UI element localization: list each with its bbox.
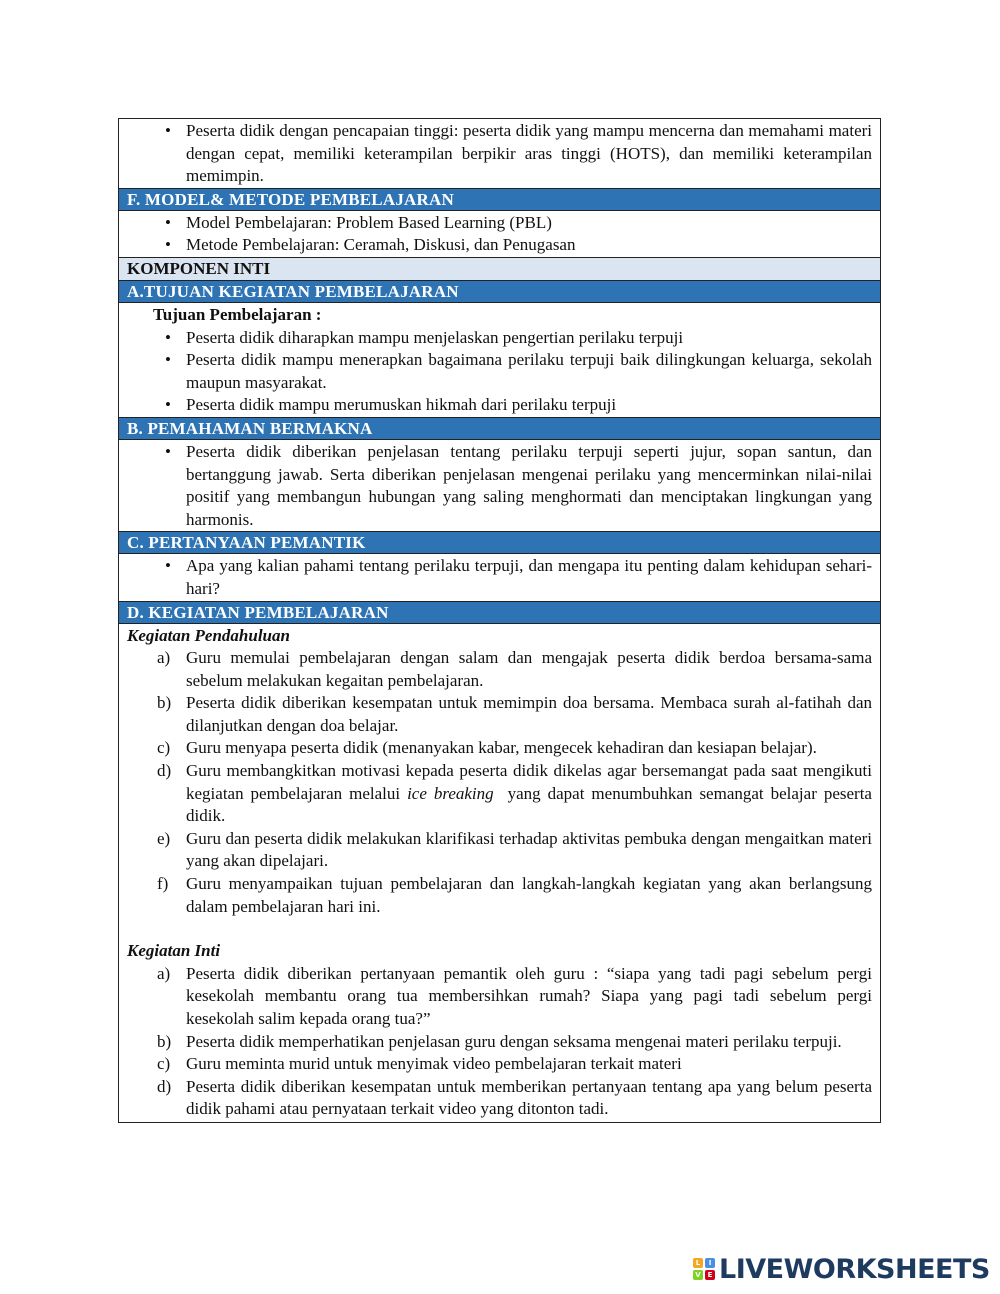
bullet-icon: • xyxy=(165,212,171,232)
list-item xyxy=(127,441,872,531)
bullet-icon: • xyxy=(165,441,171,461)
item-text: Peserta didik diharapkan mampu menjelaskan pengertian perilaku terpuji xyxy=(186,327,684,347)
item-text: Metode Pembelajaran: Ceramah, Diskusi, dan Penugasan xyxy=(186,235,576,255)
item-text: Guru dan peserta didik melakukan klarifikasi terhadap aktivitas pembuka dengan mengaitkan materi yang akan dipelajari. xyxy=(186,828,872,871)
list-item xyxy=(127,963,872,1031)
list-marker: b) xyxy=(157,693,172,713)
item-text: Guru membangkitkan motivasi kepada peserta didik dikelas agar bersemangat pada saat mengikuti kegiatan pembelajaran melalui xyxy=(186,761,872,803)
item-text: Peserta didik diberikan kesempatan untuk memberikan pertanyaan tentang apa yang belum peserta didik pahami atau pernyataan terkait video yang ditonton tadi. xyxy=(186,1076,872,1119)
list-item xyxy=(127,394,872,417)
list-item xyxy=(127,1053,872,1076)
section-c-body xyxy=(119,554,880,601)
list-marker: d) xyxy=(157,1076,172,1096)
item-text: yang dapat menumbuhkan semangat belajar peserta didik. xyxy=(186,783,877,826)
section-a-header: A.TUJUAN KEGIATAN PEMBELAJARAN xyxy=(119,281,880,303)
item-text: Peserta didik mampu menerapkan bagaimana perilaku terpuji baik dilingkungan keluarga, sekolah maupun masyarakat. xyxy=(186,350,872,392)
list-item xyxy=(127,692,872,737)
section-d-body xyxy=(119,624,880,1122)
list-marker: f) xyxy=(157,874,169,894)
item-text: Peserta didik diberikan kesempatan untuk memimpin doa bersama. Membaca surah al-fatihah dan dilanjutkan dengan doa belajar. xyxy=(186,693,872,735)
list-marker: e) xyxy=(157,828,171,848)
list-marker: d) xyxy=(157,761,172,781)
list-item xyxy=(127,760,877,828)
list-item xyxy=(127,1031,872,1054)
section-b-header: B. PEMAHAMAN BERMAKNA xyxy=(119,418,880,440)
inti-title: Kegiatan Inti xyxy=(127,941,221,961)
logo-tile: L xyxy=(693,1258,703,1268)
komponen-inti-header: KOMPONEN INTI xyxy=(119,258,880,281)
list-item xyxy=(127,555,872,600)
bullet-icon: • xyxy=(165,327,171,347)
bullet-icon: • xyxy=(165,350,171,370)
item-text: Guru memulai pembelajaran dengan salam dan mengajak peserta didik berdoa bersama-sama sebelum melakukan kegaitan pembelajaran. xyxy=(186,648,872,690)
list-item xyxy=(127,212,872,235)
section-b-body xyxy=(119,440,880,532)
liveworksheets-logo-text: LIVEWORKSHEETS xyxy=(719,1253,990,1285)
lesson-plan-table xyxy=(118,118,881,1123)
item-text: Peserta didik mampu merumuskan hikmah dari perilaku terpuji xyxy=(186,395,617,415)
list-marker: c) xyxy=(157,738,171,758)
intro-row xyxy=(119,119,880,189)
section-d-header: D. KEGIATAN PEMBELAJARAN xyxy=(119,602,880,624)
list-item xyxy=(127,737,872,760)
item-text-italic: ice breaking xyxy=(407,783,494,803)
spacer xyxy=(127,918,872,940)
item-text: Model Pembelajaran: Problem Based Learning (PBL) xyxy=(186,212,552,232)
list-item xyxy=(127,1076,872,1121)
item-text: Guru menyampaikan tujuan pembelajaran dan langkah-langkah kegiatan yang akan berlangsung dalam pembelajaran hari ini. xyxy=(186,874,872,916)
section-a-subtitle: Tujuan Pembelajaran : xyxy=(153,304,322,324)
list-marker: a) xyxy=(157,963,171,983)
section-c-header: C. PERTANYAAN PEMANTIK xyxy=(119,532,880,554)
logo-tile: I xyxy=(705,1258,715,1268)
item-text: Apa yang kalian pahami tentang perilaku terpuji, dan mengapa itu penting dalam kehidupan sehari-hari? xyxy=(186,556,872,598)
pendahuluan-title: Kegiatan Pendahuluan xyxy=(127,625,290,645)
list-item xyxy=(127,647,872,692)
logo-tile: V xyxy=(693,1270,703,1280)
list-item xyxy=(127,234,872,257)
bullet-icon: • xyxy=(165,235,171,255)
list-item xyxy=(127,327,872,350)
list-marker: b) xyxy=(157,1031,172,1051)
list-item xyxy=(127,873,872,918)
list-marker: a) xyxy=(157,648,171,668)
list-item xyxy=(127,120,872,188)
item-text: Peserta didik diberikan pertanyaan pemantik oleh guru : “siapa yang tadi pagi sebelum pergi kesekolah membantu orang tua membersihkan rumah? Siapa yang pagi tadi sebelum pergi kesekolah salim kepada orang tua?” xyxy=(186,963,872,1028)
list-item xyxy=(127,349,872,394)
bullet-icon: • xyxy=(165,395,171,415)
item-text: Peserta didik dengan pencapaian tinggi: peserta didik yang mampu mencerna dan memahami materi dengan cepat, memiliki keterampilan berpikir aras tinggi (HOTS), dan memiliki keterampilan memimpin. xyxy=(186,121,872,186)
item-text: Guru meminta murid untuk menyimak video pembelajaran terkait materi xyxy=(186,1054,682,1074)
section-f-header: F. MODEL& METODE PEMBELAJARAN xyxy=(119,189,880,211)
list-item xyxy=(127,828,872,873)
list-marker: c) xyxy=(157,1054,171,1074)
item-text: Guru menyapa peserta didik (menanyakan kabar, mengecek kehadiran dan kesiapan belajar). xyxy=(186,738,817,758)
section-a-body xyxy=(119,303,880,418)
liveworksheets-logo[interactable] xyxy=(693,1252,990,1286)
bullet-icon: • xyxy=(165,556,171,576)
section-f-body xyxy=(119,211,880,258)
bullet-icon: • xyxy=(165,121,171,140)
item-text: Peserta didik diberikan penjelasan tentang perilaku terpuji seperti jujur, sopan santun, dan bertanggung jawab. Serta diberikan penjelasan mengenai perilaku yang mencerminkan nilai-nilai positif yang membangun hubungan yang saling menghormati dan menciptakan lingkungan yang harmonis. xyxy=(186,441,872,529)
liveworksheets-logo-icon xyxy=(693,1258,715,1280)
logo-tile: E xyxy=(705,1270,715,1280)
item-text: Peserta didik memperhatikan penjelasan guru dengan seksama mengenai materi perilaku terpuji. xyxy=(186,1031,842,1051)
